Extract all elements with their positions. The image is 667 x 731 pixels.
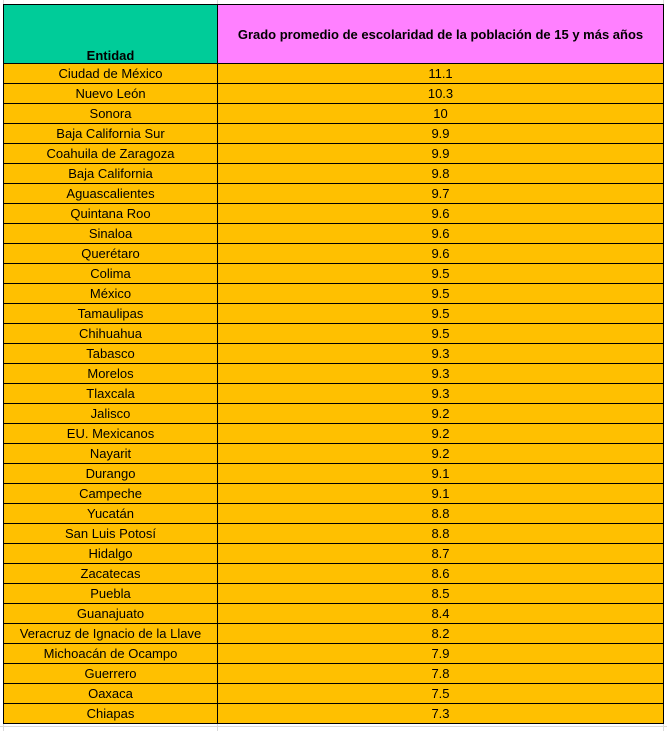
entity-cell[interactable]: EU. Mexicanos — [4, 424, 218, 444]
table-row — [4, 284, 664, 304]
table-body — [4, 64, 664, 724]
entity-cell[interactable]: Querétaro — [4, 244, 218, 264]
table-row — [4, 64, 664, 84]
entity-cell[interactable]: Baja California Sur — [4, 124, 218, 144]
table-row — [4, 544, 664, 564]
grade-value-cell[interactable]: 8.8 — [218, 524, 664, 544]
table-row — [4, 104, 664, 124]
entity-cell[interactable]: Sonora — [4, 104, 218, 124]
grade-value-cell[interactable]: 9.9 — [218, 144, 664, 164]
table-row — [4, 444, 664, 464]
grade-value-cell[interactable]: 9.3 — [218, 344, 664, 364]
grade-value-cell[interactable]: 9.2 — [218, 404, 664, 424]
grade-value-cell[interactable]: 7.3 — [218, 704, 664, 724]
grade-value-cell[interactable]: 8.7 — [218, 544, 664, 564]
entity-cell[interactable]: Yucatán — [4, 504, 218, 524]
table-row — [4, 344, 664, 364]
grade-value-cell[interactable]: 10 — [218, 104, 664, 124]
grade-value-cell[interactable]: 9.9 — [218, 124, 664, 144]
entity-cell[interactable]: Veracruz de Ignacio de la Llave — [4, 624, 218, 644]
table-row — [4, 664, 664, 684]
entity-cell[interactable]: Colima — [4, 264, 218, 284]
grade-value-cell[interactable]: 7.5 — [218, 684, 664, 704]
table-row — [4, 424, 664, 444]
grade-value-cell[interactable]: 10.3 — [218, 84, 664, 104]
header-row — [4, 5, 664, 64]
grade-value-cell[interactable]: 8.8 — [218, 504, 664, 524]
table-row — [4, 304, 664, 324]
table-row — [4, 84, 664, 104]
entity-cell[interactable]: Morelos — [4, 364, 218, 384]
grade-value-cell[interactable]: 9.5 — [218, 264, 664, 284]
entity-cell[interactable]: Puebla — [4, 584, 218, 604]
table-row — [4, 164, 664, 184]
entity-cell[interactable]: Aguascalientes — [4, 184, 218, 204]
table-row — [4, 144, 664, 164]
grade-value-cell[interactable]: 8.4 — [218, 604, 664, 624]
entity-cell[interactable]: México — [4, 284, 218, 304]
table-row — [4, 704, 664, 724]
entity-cell[interactable]: Campeche — [4, 484, 218, 504]
table-row — [4, 584, 664, 604]
table-row — [4, 324, 664, 344]
entity-cell[interactable]: Chihuahua — [4, 324, 218, 344]
table-row — [4, 184, 664, 204]
entity-cell[interactable]: Baja California — [4, 164, 218, 184]
entity-cell[interactable]: Ciudad de México — [4, 64, 218, 84]
grade-value-cell[interactable]: 11.1 — [218, 64, 664, 84]
table-row — [4, 624, 664, 644]
spreadsheet-table — [3, 4, 664, 724]
grade-value-cell[interactable]: 9.8 — [218, 164, 664, 184]
entity-cell[interactable]: Nayarit — [4, 444, 218, 464]
table-row — [4, 644, 664, 664]
entity-cell[interactable]: Oaxaca — [4, 684, 218, 704]
table-row — [4, 244, 664, 264]
grade-value-cell[interactable]: 8.5 — [218, 584, 664, 604]
entity-cell[interactable]: Tamaulipas — [4, 304, 218, 324]
entity-cell[interactable]: Michoacán de Ocampo — [4, 644, 218, 664]
entity-cell[interactable]: Nuevo León — [4, 84, 218, 104]
entity-cell[interactable]: Tlaxcala — [4, 384, 218, 404]
entity-cell[interactable]: Chiapas — [4, 704, 218, 724]
grade-value-cell[interactable]: 7.9 — [218, 644, 664, 664]
table-row — [4, 604, 664, 624]
grade-value-cell[interactable]: 7.8 — [218, 664, 664, 684]
entity-cell[interactable]: Sinaloa — [4, 224, 218, 244]
grade-value-cell[interactable]: 9.6 — [218, 204, 664, 224]
grade-value-cell[interactable]: 9.3 — [218, 364, 664, 384]
entity-cell[interactable]: Jalisco — [4, 404, 218, 424]
grade-value-cell[interactable]: 9.7 — [218, 184, 664, 204]
grade-value-cell[interactable]: 9.2 — [218, 444, 664, 464]
table-row — [4, 504, 664, 524]
entity-cell[interactable]: Guerrero — [4, 664, 218, 684]
grade-value-cell[interactable]: 9.1 — [218, 464, 664, 484]
entity-cell[interactable]: Tabasco — [4, 344, 218, 364]
grade-value-cell[interactable]: 9.5 — [218, 324, 664, 344]
grade-value-cell[interactable]: 9.2 — [218, 424, 664, 444]
grade-value-cell[interactable]: 9.1 — [218, 484, 664, 504]
table-row — [4, 684, 664, 704]
entity-cell[interactable]: Durango — [4, 464, 218, 484]
grade-value-cell[interactable]: 9.6 — [218, 244, 664, 264]
table-row — [4, 204, 664, 224]
table-row — [4, 564, 664, 584]
table-row — [4, 464, 664, 484]
table-row — [4, 384, 664, 404]
table-row — [4, 484, 664, 504]
grade-value-cell[interactable]: 8.6 — [218, 564, 664, 584]
grade-value-cell[interactable]: 8.2 — [218, 624, 664, 644]
table-row — [4, 224, 664, 244]
column-header-entidad[interactable]: Entidad — [4, 5, 218, 64]
entity-cell[interactable]: Coahuila de Zaragoza — [4, 144, 218, 164]
table-row — [4, 264, 664, 284]
table-row — [4, 124, 664, 144]
entity-cell[interactable]: San Luis Potosí — [4, 524, 218, 544]
table-row — [4, 404, 664, 424]
table-row — [4, 524, 664, 544]
grade-value-cell[interactable]: 9.5 — [218, 284, 664, 304]
grade-value-cell[interactable]: 9.5 — [218, 304, 664, 324]
entity-cell[interactable]: Hidalgo — [4, 544, 218, 564]
column-header-grado-promedio[interactable]: Grado promedio de escolaridad de la población de 15 y más años — [218, 5, 664, 64]
grade-value-cell[interactable]: 9.3 — [218, 384, 664, 404]
sheet-gridline — [0, 726, 667, 727]
entity-cell[interactable]: Quintana Roo — [4, 204, 218, 224]
table-row — [4, 364, 664, 384]
entity-cell[interactable]: Guanajuato — [4, 604, 218, 624]
grade-value-cell[interactable]: 9.6 — [218, 224, 664, 244]
entity-cell[interactable]: Zacatecas — [4, 564, 218, 584]
